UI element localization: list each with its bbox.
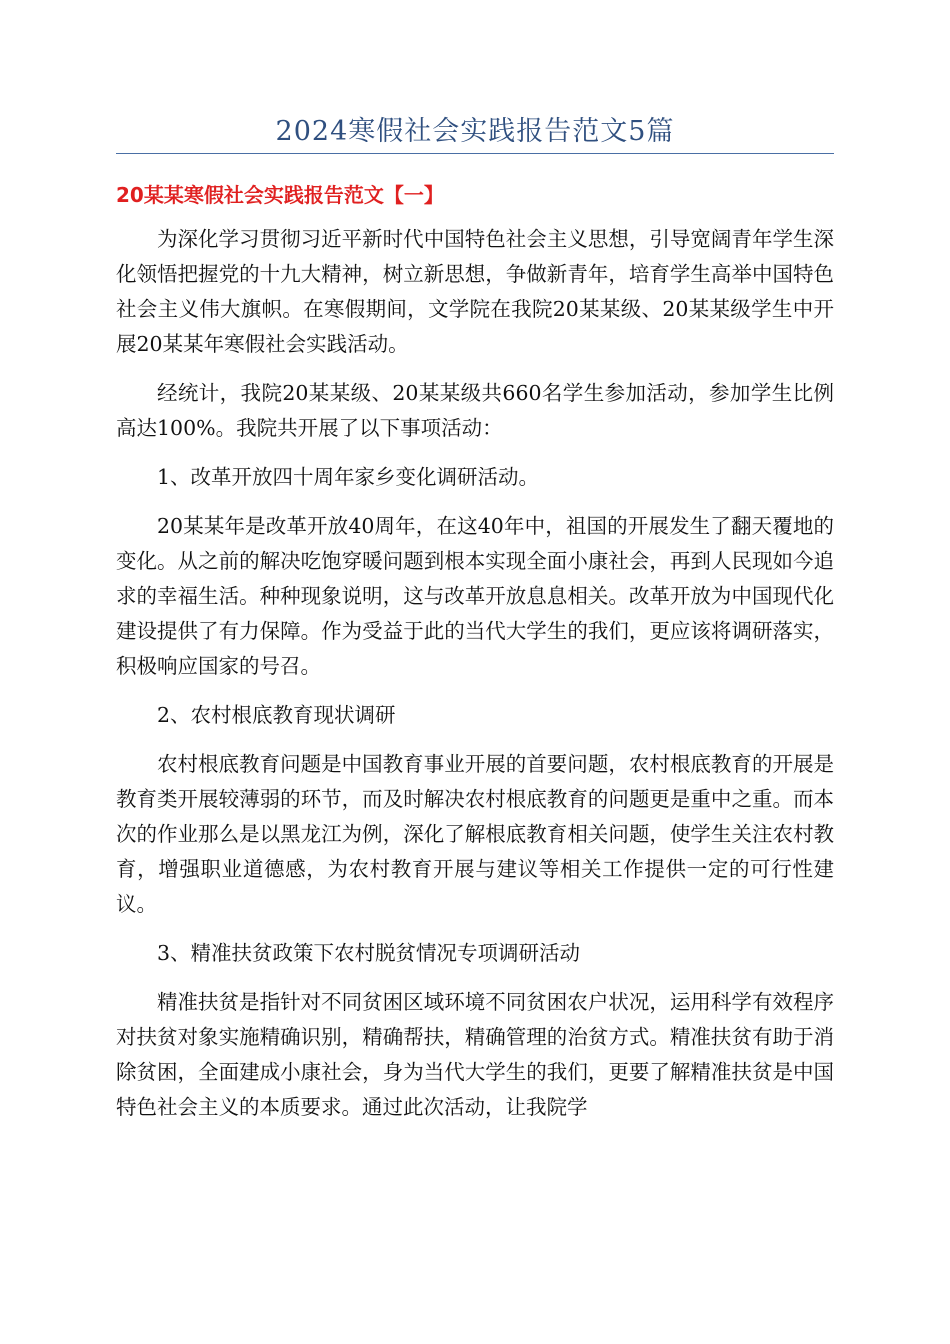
paragraph-intro: 为深化学习贯彻习近平新时代中国特色社会主义思想，引导宽阔青年学生深化领悟把握党的十九大精神，树立新思想，争做新青年，培育学生高举中国特色社会主义伟大旗帜。在寒假期间，文学院在我院20某某级、20某某级学生中开展20某某年寒假社会实践活动。	[116, 227, 834, 356]
activity-item-2: 2、农村根底教育现状调研	[157, 703, 396, 727]
activity-item-3: 3、精准扶贫政策下农村脱贫情况专项调研活动	[157, 941, 581, 965]
paragraph-statistics: 经统计，我院20某某级、20某某级共660名学生参加活动，参加学生比例高达100%。我院共开展了以下事项活动：	[116, 381, 834, 440]
section-heading: 20某某寒假社会实践报告范文【一】	[116, 183, 444, 207]
paragraph-activity-1: 20某某年是改革开放40周年，在这40年中，祖国的开展发生了翻天覆地的变化。从之前的解决吃饱穿暖问题到根本实现全面小康社会，再到人民现如今追求的幸福生活。种种现象说明，这与改革开放息息相关。改革开放为中国现代化建设提供了有力保障。作为受益于此的当代大学生的我们，更应该将调研落实，积极响应国家的号召。	[116, 514, 834, 678]
document-title: 2024寒假社会实践报告范文5篇	[275, 116, 675, 147]
document-body	[116, 222, 834, 1139]
activity-item-1: 1、改革开放四十周年家乡变化调研活动。	[157, 465, 540, 489]
title-underline	[116, 153, 834, 154]
paragraph-activity-3: 精准扶贫是指针对不同贫困区域环境不同贫困农户状况，运用科学有效程序对扶贫对象实施精确识别，精确帮扶，精确管理的治贫方式。精准扶贫有助于消除贫困，全面建成小康社会，身为当代大学生的我们，更要了解精准扶贫是中国特色社会主义的本质要求。通过此次活动，让我院学	[116, 990, 834, 1119]
paragraph-activity-2: 农村根底教育问题是中国教育事业开展的首要问题，农村根底教育的开展是教育类开展较薄弱的环节，而及时解决农村根底教育的问题更是重中之重。而本次的作业那么是以黑龙江为例，深化了解根底教育相关问题，使学生关注农村教育，增强职业道德感，为农村教育开展与建议等相关工作提供一定的可行性建议。	[116, 752, 834, 916]
